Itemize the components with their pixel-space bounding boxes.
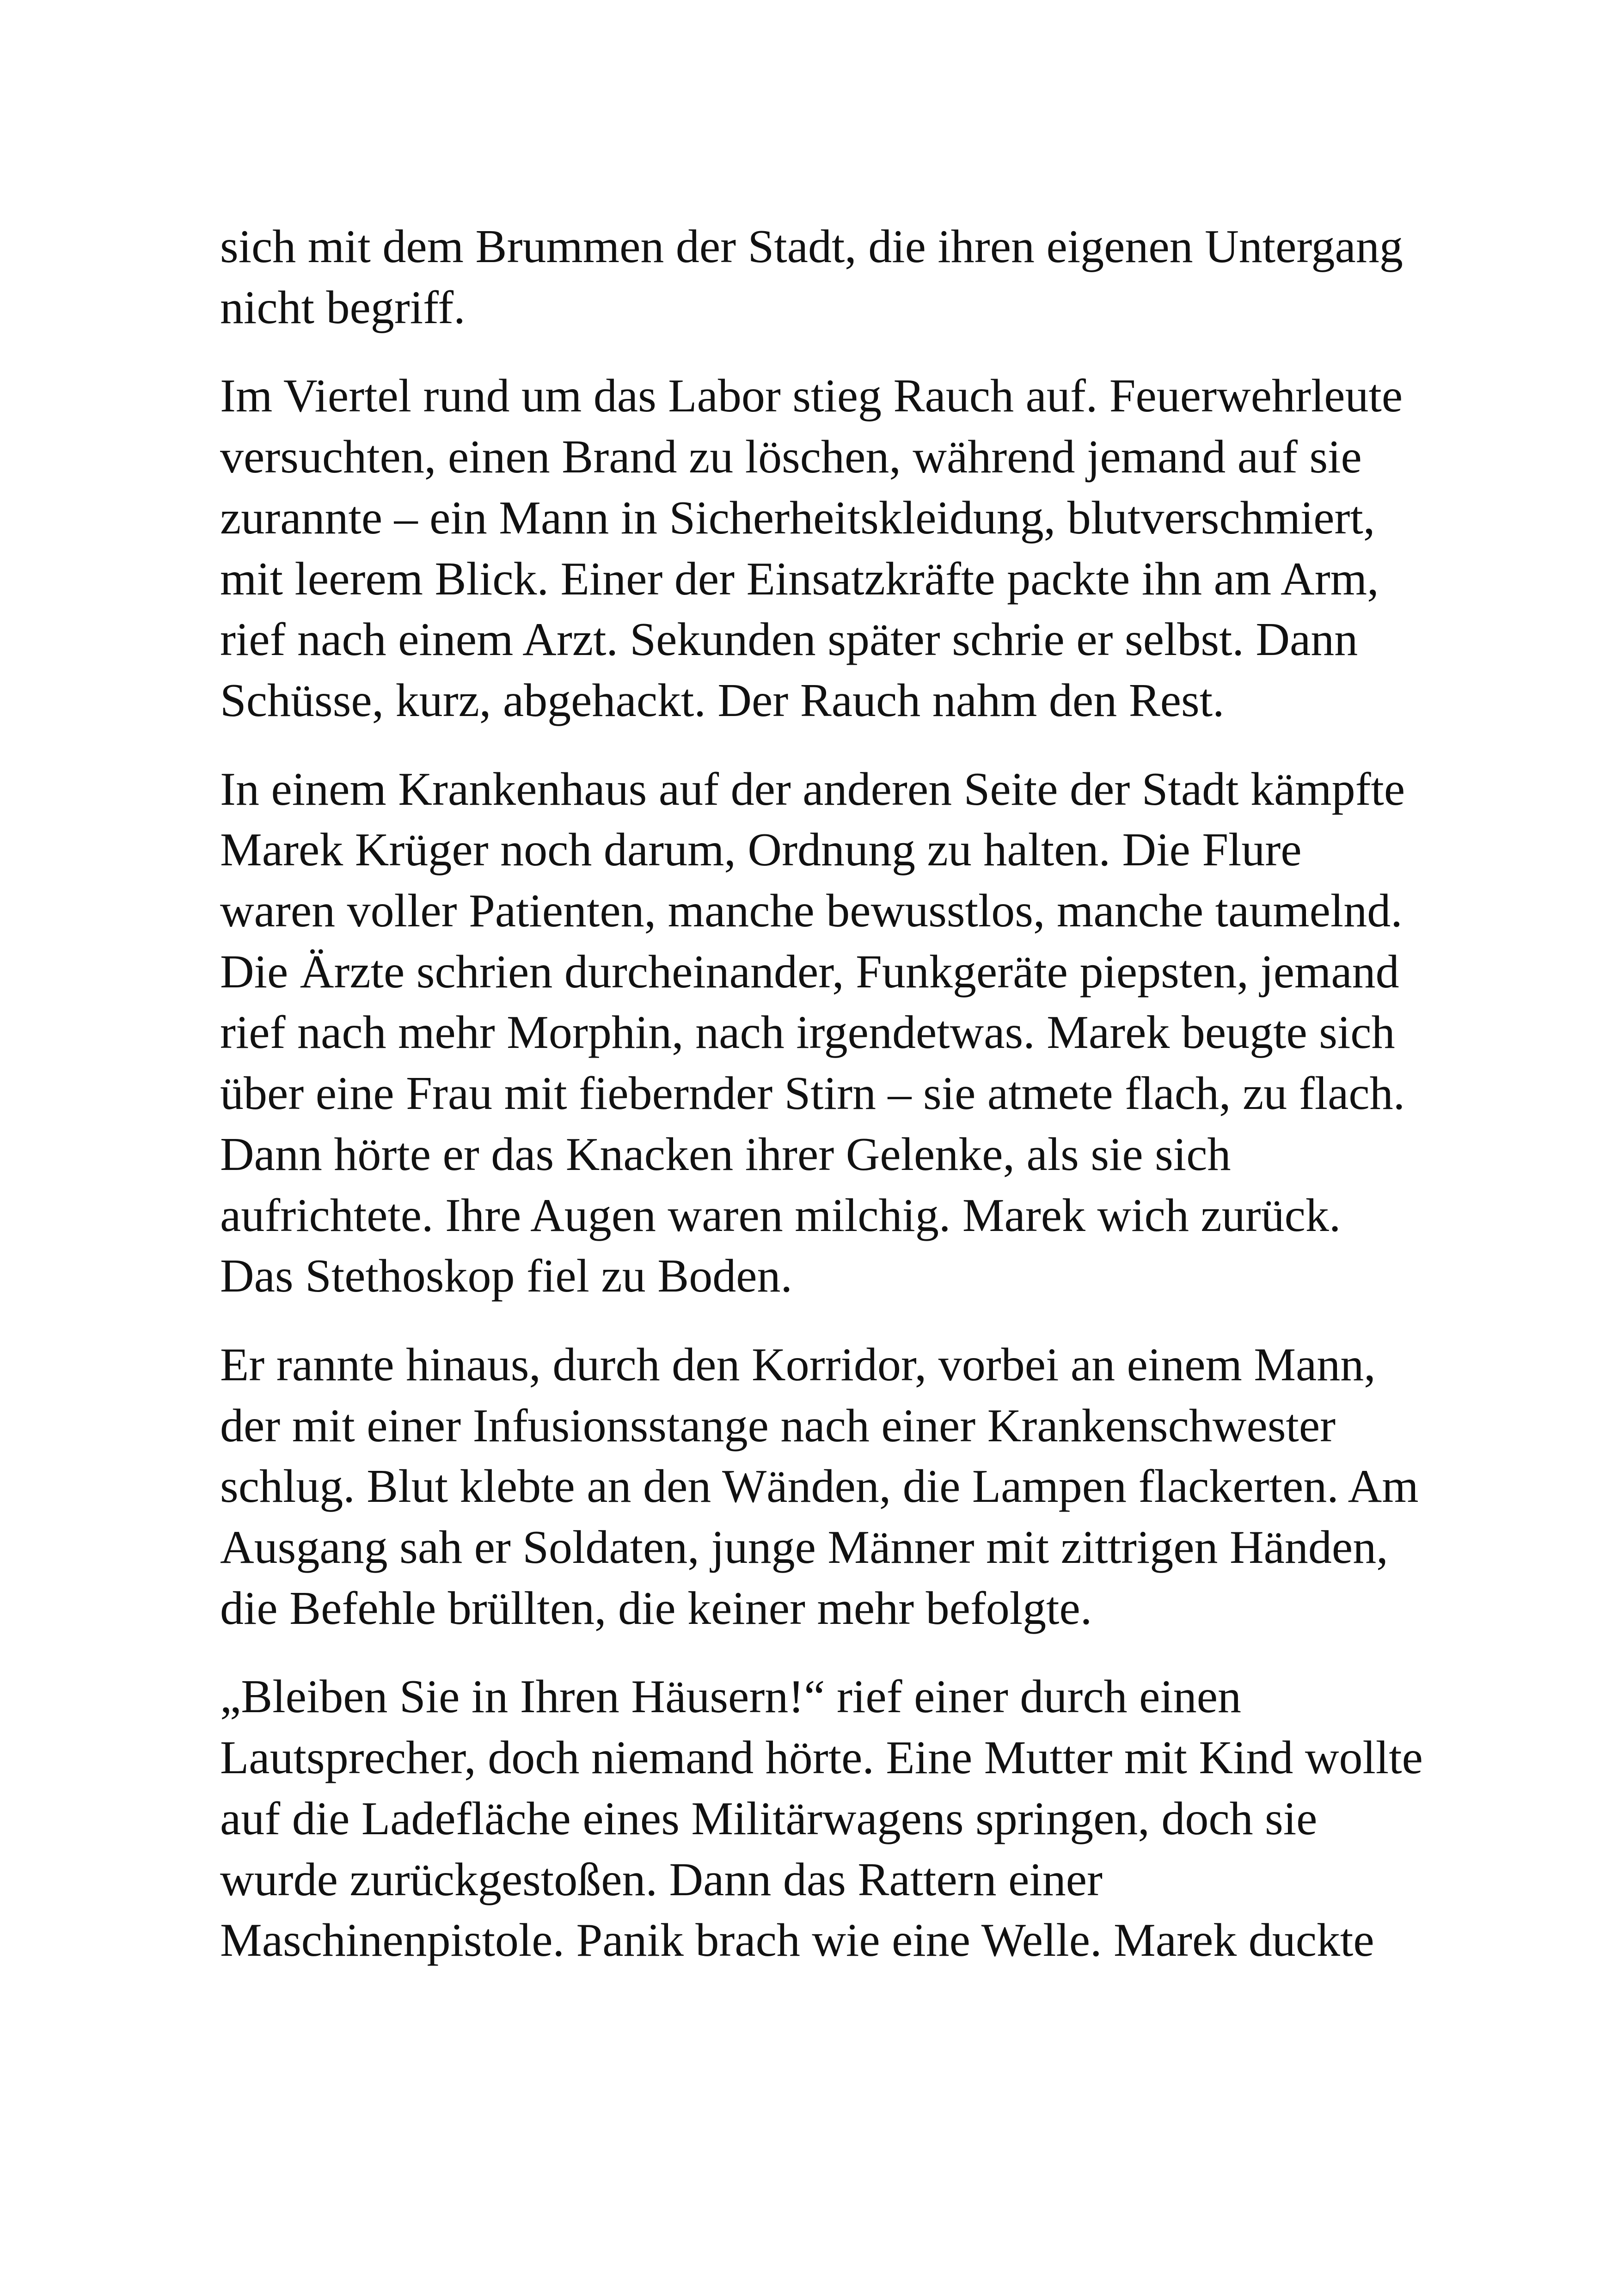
- text-line: Er rannte hinaus, durch den Korridor, vorbei an einem Mann,: [220, 1338, 1376, 1391]
- paragraph-5: [220, 1666, 1431, 1971]
- text-line: zurannte – ein Mann in Sicherheitskleidung, blutverschmiert,: [220, 491, 1375, 544]
- paragraph-3: [220, 759, 1431, 1307]
- text-line: rief nach einem Arzt. Sekunden später schrie er selbst. Dann: [220, 613, 1358, 666]
- text-line: Im Viertel rund um das Labor stieg Rauch auf. Feuerwehrleute: [220, 370, 1403, 422]
- text-line: auf die Ladefläche eines Militärwagens springen, doch sie: [220, 1792, 1318, 1845]
- text-line: aufrichtete. Ihre Augen waren milchig. Marek wich zurück.: [220, 1189, 1341, 1242]
- paragraph-1: [220, 216, 1431, 338]
- text-line: Schüsse, kurz, abgehackt. Der Rauch nahm den Rest.: [220, 674, 1225, 727]
- text-line: Ausgang sah er Soldaten, junge Männer mit zittrigen Händen,: [220, 1521, 1388, 1574]
- paragraph-2: [220, 366, 1431, 731]
- text-line: „Bleiben Sie in Ihren Häusern!“ rief einer durch einen: [220, 1671, 1242, 1723]
- text-line: schlug. Blut klebte an den Wänden, die Lampen flackerten. Am: [220, 1460, 1419, 1513]
- text-line: wurde zurückgestoßen. Dann das Rattern einer: [220, 1853, 1103, 1906]
- text-line: sich mit dem Brummen der Stadt, die ihren eigenen Untergang: [220, 220, 1403, 273]
- text-line: Marek Krüger noch darum, Ordnung zu halten. Die Flure: [220, 824, 1302, 876]
- text-line: nicht begriff.: [220, 281, 466, 334]
- paragraph-4: [220, 1335, 1431, 1639]
- text-line: versuchten, einen Brand zu löschen, während jemand auf sie: [220, 431, 1362, 484]
- text-line: rief nach mehr Morphin, nach irgendetwas. Marek beugte sich: [220, 1006, 1395, 1059]
- text-line: mit leerem Blick. Einer der Einsatzkräfte packte ihn am Arm,: [220, 552, 1379, 605]
- text-line: die Befehle brüllten, die keiner mehr befolgte.: [220, 1582, 1092, 1635]
- text-line: waren voller Patienten, manche bewusstlos, manche taumelnd.: [220, 885, 1403, 937]
- text-line: Maschinenpistole. Panik brach wie eine Welle. Marek duckte: [220, 1914, 1374, 1967]
- body-text: [220, 216, 1431, 1999]
- text-line: Lautsprecher, doch niemand hörte. Eine Mutter mit Kind wollte: [220, 1732, 1423, 1784]
- text-line: der mit einer Infusionsstange nach einer Krankenschwester: [220, 1399, 1336, 1452]
- text-line: Dann hörte er das Knacken ihrer Gelenke, als sie sich: [220, 1128, 1231, 1181]
- text-line: Die Ärzte schrien durcheinander, Funkgeräte piepsten, jemand: [220, 945, 1399, 998]
- text-line: Das Stethoskop fiel zu Boden.: [220, 1250, 792, 1303]
- text-line: über eine Frau mit fiebernder Stirn – sie atmete flach, zu flach.: [220, 1067, 1405, 1120]
- text-line: In einem Krankenhaus auf der anderen Seite der Stadt kämpfte: [220, 763, 1405, 815]
